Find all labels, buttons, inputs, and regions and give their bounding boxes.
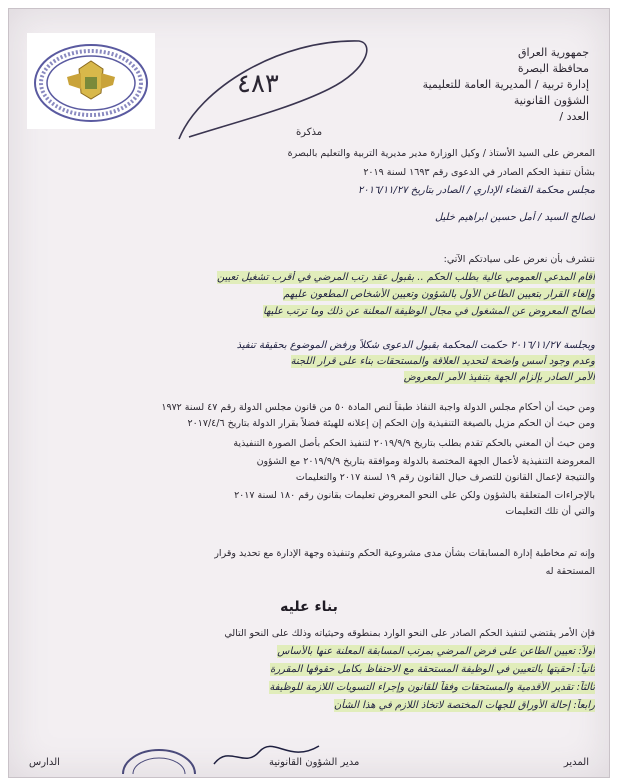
section-heading: بناء عليه — [280, 599, 338, 615]
memo-subject-label: مذكرة — [295, 127, 323, 138]
body-line: بالإجراءات المتعلقة بالشؤون ولكن على النحو المعروض تعليمات بقانون رقم ١٨٠ لسنة ٢٠١٧ — [234, 490, 595, 501]
memo-to-line: المعرض على السيد الأستاذ / وكيل الوزارة مدير مديرية التربية والتعليم بالبصرة — [287, 148, 595, 159]
header-line: العدد / — [559, 110, 589, 123]
memo-re-line: لصالح السيد / أمل حسين ابراهيم خليل — [434, 212, 595, 223]
emblem-seal — [27, 33, 155, 129]
handwritten-line: وبجلسة ٢٠١٦/١١/٢٧ حكمت المحكمة بقبول الدعوى شكلاً ورفض الموضوع بحقيقة تنفيذ — [236, 340, 595, 351]
header-line: الشؤون القانونية — [513, 94, 589, 107]
handwritten-line: الأمر الصادر بإلزام الجهة بتنفيذ الأمر المعروض — [403, 372, 595, 383]
handwritten-line: أولاً: تعيين الطاعن على فرض المرضي بمرتب المسابقة المعلنة عنها بالأساس — [277, 646, 595, 657]
seal-graphic — [27, 33, 155, 129]
handwritten-line: لصالح المعروض عن المشغول في مجال الوظيفة المعلنة عن ذلك وما ترتب عليها — [263, 306, 595, 317]
footer-center-label: مدير الشؤون القانونية — [269, 757, 360, 768]
signature — [209, 734, 329, 774]
body-line: والتي أن تلك التعليمات — [505, 506, 595, 517]
handwritten-line: ثالثاً: تقدير الأقدمية والمستحقات وفقاً للقانون وإجراء التسويات اللازمة للوظيفة — [269, 682, 595, 693]
header-line: جمهورية العراق — [517, 46, 589, 59]
body-line: ومن حيث أن أحكام مجلس الدولة واجبة النفاذ طبقاً لنص المادة ٥٠ من قانون مجلس الدولة رقم ٤٧ لسنة ١٩٧٢ — [161, 402, 595, 413]
body-line: المعروضة التنفيذية لأعمال الجهة المختصة بالدولة وموافقة بتاريخ ٢٠١٩/٩/٩ مع الشؤون — [256, 456, 595, 467]
memo-re-line: مجلس محكمة القضاء الإداري / الصادر بتاريخ ٢٠١٦/١١/٢٧ — [357, 185, 595, 196]
memo-re-line: بشأن تنفيذ الحكم الصادر في الدعوى رقم ١٦٩٣ لسنة ٢٠١٩ — [363, 167, 595, 178]
handwritten-line: وإلغاء القرار بتعيين الطاعن الأول بالشؤون وتعيين الأشخاص المطعون عليهم — [283, 289, 595, 300]
body-line: فإن الأمر يقتضي لتنفيذ الحكم الصادر على النحو الوارد بمنطوقه وحيثياته وذلك على النحو التالي — [224, 628, 595, 639]
handwritten-line: وعدم وجود أسس واضحة لتحديد العلاقة والمستحقات بناء على قرار اللجنة — [290, 356, 595, 367]
handwritten-line: ثانياً: أحقيتها بالتعيين في الوظيفة المستحقة مع الاحتفاظ بكامل حقوقها المقررة — [270, 664, 595, 675]
handwritten-line: أقام المدعي العمومي عالية بطلب الحكم .. بقبول عقد رتب المرضي في أقرب تشغيل تعيين — [216, 272, 595, 283]
body-line: المستحقة له — [545, 566, 595, 577]
body-line: ومن حيث أن المعني بالحكم تقدم بطلب بتاريخ ٢٠١٩/٩/٩ لتنفيذ الحكم بأصل الصورة التنفيذية — [233, 438, 595, 449]
header-line: محافظة البصرة — [517, 62, 589, 75]
intro-line: نتشرف بأن نعرض على سيادتكم الآتي: — [443, 254, 595, 265]
file-number: ٤٨٣ — [237, 69, 279, 99]
document-page — [8, 8, 610, 778]
footer-right-label: المدير — [563, 757, 589, 768]
header-line: إدارة تربية / المديرية العامة للتعليمية — [422, 78, 589, 91]
institution-header — [389, 45, 589, 125]
body-line: ومن حيث أن الحكم مزيل بالصيغة التنفيذية وإن الحكم إن إعلانه للهيئة فضلاً بقرار الدولة بتاريخ ٢٠١٧/٤/٦ — [187, 418, 595, 429]
round-stamp — [119, 744, 199, 774]
body-line: والنتيجة لإعمال القانون للتصرف حيال القانون رقم ١٩ لسنة ٢٠١٧ والتعليمات — [295, 472, 595, 483]
body-line: وإنه تم مخاطبة إدارة المسابقات بشأن مدى مشروعية الحكم وتنفيذه وجهة الإدارة مع تحديد وقرار — [214, 548, 595, 559]
handwritten-line: رابعاً: إحالة الأوراق للجهات المختصة لاتخاذ اللازم في هذا الشأن — [333, 700, 595, 711]
footer-left-label: الدارس — [29, 757, 60, 768]
